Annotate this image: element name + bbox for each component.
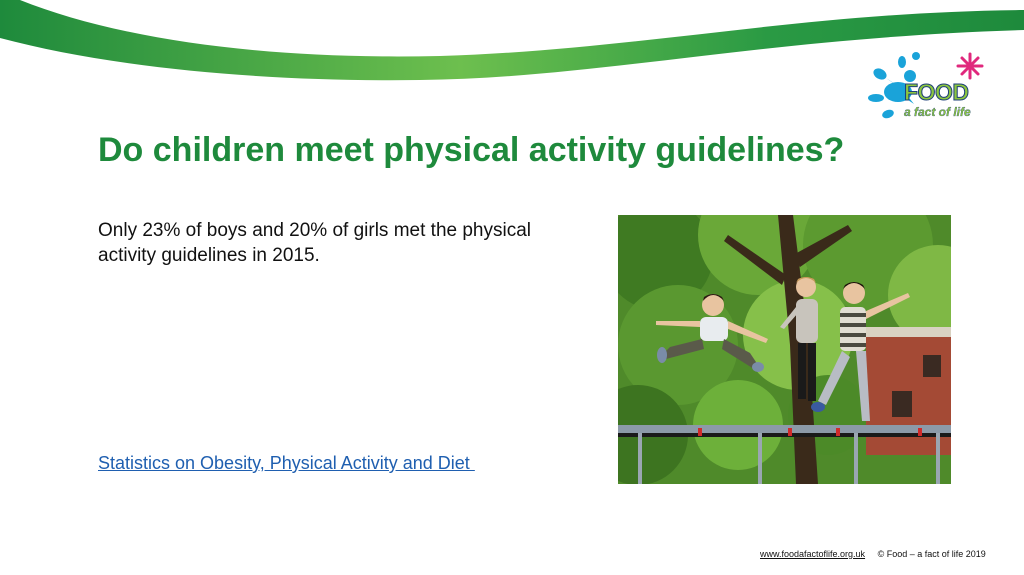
logo-tagline-text: a fact of life xyxy=(904,105,971,119)
slide-title: Do children meet physical activity guidelines? xyxy=(98,131,845,169)
footer-website-link[interactable]: www.foodafactoflife.org.uk xyxy=(760,549,866,559)
footer xyxy=(760,549,986,559)
slide-body-text: Only 23% of boys and 20% of girls met the physical activity guidelines in 2015. xyxy=(98,220,532,266)
statistics-link[interactable]: Statistics on Obesity, Physical Activity and Diet xyxy=(98,453,475,473)
footer-copyright: © Food – a fact of life 2019 xyxy=(877,549,986,559)
logo-food-text: FOOD xyxy=(904,79,969,105)
children-trampoline-photo xyxy=(618,215,951,484)
